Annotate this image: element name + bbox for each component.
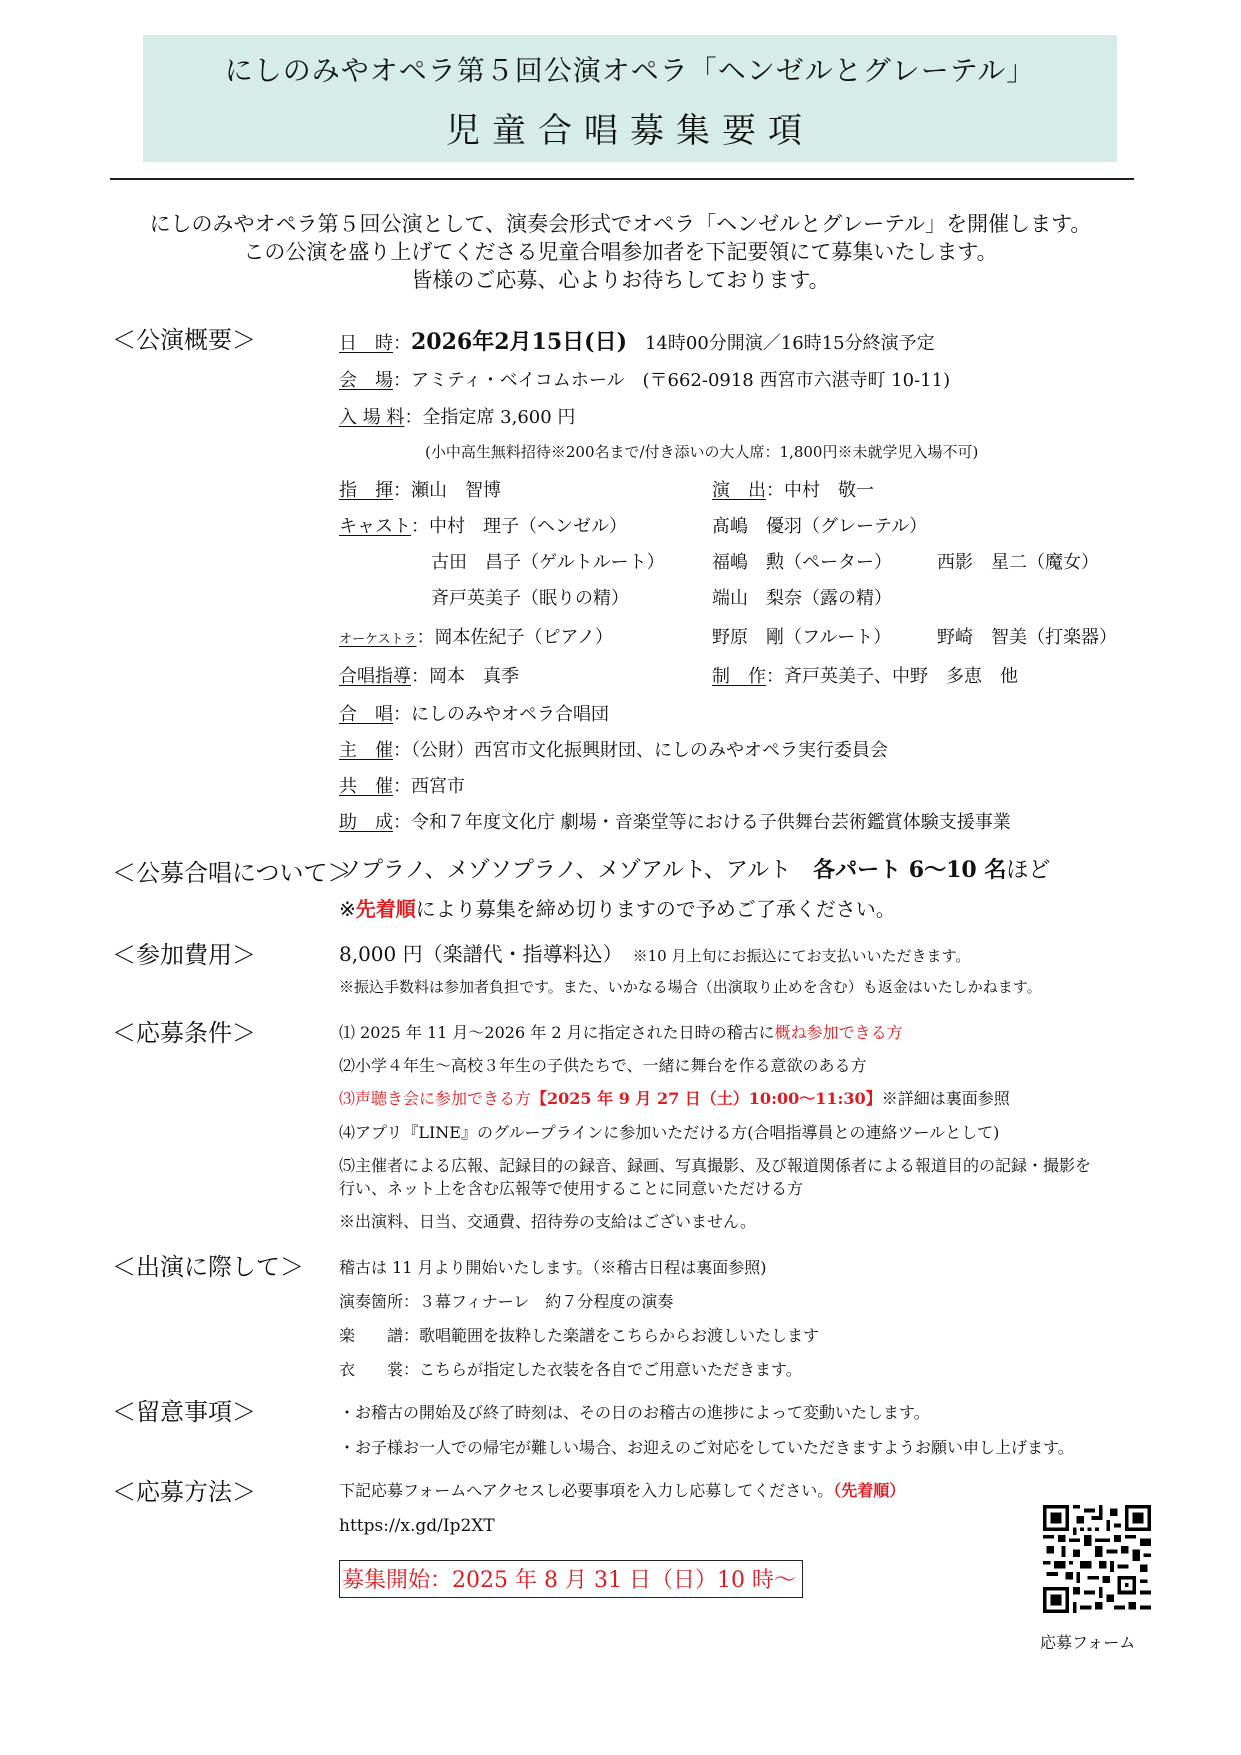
costume-value: こちらが指定した衣装を各自でご用意いただきます。 [419, 1360, 802, 1379]
section-recruit-heading: ＜公募合唱について＞ [112, 859, 352, 887]
header-divider [110, 178, 1134, 180]
conductor-value: 瀬山 智博 [411, 480, 501, 501]
condition-3-red: ⑶声聴き会に参加できる方 [339, 1089, 532, 1108]
recruit-count-suffix: ほど [1006, 858, 1051, 883]
condition-2: ⑵小学４年生〜高校３年生の子供たちで、一緒に舞台を作る意欲のある方 [339, 1056, 867, 1075]
venue-row: 会 場：アミティ・ベイコムホール (〒662-0918 西宮市六湛寺町 10-11) [339, 370, 951, 391]
fee-note: (小中高生無料招待※200名まで/付き添いの大人席：1,800円※未就学児入場不可) [425, 443, 979, 461]
condition-5a: ⑸主催者による広報、記録目的の録音、録画、写真撮影、及び報道関係者による報道目的の記録・撮影を [339, 1156, 1092, 1175]
grant-label: 助 成 [339, 812, 393, 833]
apply-text: 下記応募フォームへアクセスし必要事項を入力し応募してください。 [339, 1481, 834, 1500]
orchestra-item: 野崎 智美（打楽器） [937, 627, 1117, 648]
director-value: 中村 敬一 [784, 480, 874, 501]
condition-3-rest: ※詳細は裏面参照 [881, 1089, 1010, 1108]
venue-label: 会 場 [339, 370, 393, 391]
date-label: 日 時 [339, 333, 393, 354]
organizer-label: 主 催 [339, 740, 393, 761]
intro-line-1: にしのみやオペラ第５回公演として、演奏会形式でオペラ「ヘンゼルとグレーテル」を開催します。 [149, 212, 1092, 236]
conductor-label: 指 揮 [339, 480, 393, 501]
chorus-row: 合 唱：にしのみやオペラ合唱団 [339, 704, 609, 725]
grant-row: 助 成：令和７年度文化庁 劇場・音楽堂等における子供舞台芸術鑑賞体験支援事業 [339, 812, 1011, 833]
fee-value: 全指定席 3,600 円 [422, 407, 576, 428]
note-1: ・お稽古の開始及び終了時刻は、その日のお稽古の進捗によって変動いたします。 [339, 1403, 930, 1422]
cast-item: 福嶋 勲（ペーター） [712, 552, 892, 573]
recruit-note-prefix: ※ [339, 897, 356, 921]
production-label: 制 作 [712, 666, 766, 687]
cost-value: 8,000 円（楽譜代・指導料込） [339, 942, 613, 966]
cast-row-1: キャスト：中村 理子（ヘンゼル） [339, 516, 627, 537]
apply-text-red: （先着順） [833, 1481, 906, 1500]
organizer-row: 主 催：（公財）西宮市文化振興財団、にしのみやオペラ実行委員会 [339, 740, 888, 761]
qr-caption: 応募フォーム [1040, 1633, 1136, 1652]
condition-1 [339, 1020, 903, 1043]
orchestra-item: 岡本佐紀子（ピアノ） [434, 627, 614, 648]
orchestra-label: オーケストラ [339, 632, 417, 647]
chorus-director-value: 岡本 真季 [429, 666, 519, 687]
cast-item: 端山 梨奈（露の精） [712, 588, 892, 609]
chorus-value: にしのみやオペラ合唱団 [411, 704, 609, 725]
recruit-count: 各パート 6〜10 名 [813, 857, 1007, 883]
intro-line-3: 皆様のご応募、心よりお待ちしております。 [411, 268, 830, 292]
recruit-parts: ソプラノ、メゾソプラノ、メゾアルト、アルト [339, 858, 792, 883]
note-2: ・お子様お一人での帰宅が難しい場合、お迎えのご対応をしていただきますようお願い申し上げます。 [339, 1438, 1074, 1457]
section-cost-heading: ＜参加費用＞ [112, 941, 256, 969]
cosponsor-label: 共 催 [339, 776, 393, 797]
venue-value: アミティ・ベイコムホール (〒662-0918 西宮市六湛寺町 10-11) [411, 370, 951, 391]
cast-item: 古田 昌子（ゲルトルート） [431, 552, 665, 573]
page-title: にしのみやオペラ第５回公演オペラ「ヘンゼルとグレーテル」 [224, 54, 1036, 87]
condition-5b: 行い、ネット上を含む広報等で使用することに同意いただける方 [339, 1179, 804, 1198]
apply-url[interactable]: https://x.gd/Ip2XT [339, 1516, 495, 1536]
section-apply-heading: ＜応募方法＞ [112, 1478, 256, 1506]
director-row: 演 出：中村 敬一 [712, 480, 874, 501]
cast-item: 西影 星二（魔女） [937, 552, 1099, 573]
conductor-row: 指 揮：瀬山 智博 [339, 480, 501, 501]
director-label: 演 出 [712, 480, 766, 501]
intro-line-2: この公演を盛り上げてくださる児童合唱参加者を下記要領にて募集いたします。 [243, 240, 998, 264]
conditions-note: ※出演料、日当、交通費、招待券の支給はございません。 [339, 1212, 756, 1231]
condition-3 [339, 1086, 1010, 1109]
apply-text-row [339, 1478, 905, 1501]
header-banner [143, 35, 1117, 162]
orchestra-item: 野原 剛（フルート） [712, 627, 892, 648]
grant-value: 令和７年度文化庁 劇場・音楽堂等における子供舞台芸術鑑賞体験支援事業 [411, 812, 1011, 833]
score-value: 歌唱範囲を抜粋した楽譜をこちらからお渡しいたします [419, 1326, 820, 1345]
performance-line-3: 楽 譜：歌唱範囲を抜粋した楽譜をこちらからお渡しいたします [339, 1326, 820, 1345]
qr-code-icon[interactable] [1043, 1505, 1151, 1613]
performance-line-4: 衣 裳：こちらが指定した衣装を各自でご用意いただきます。 [339, 1360, 802, 1379]
performance-line-1: 稽古は 11 月より開始いたします。（※稽古日程は裏面参照) [339, 1258, 767, 1277]
condition-1-red: 概ね参加できる方 [774, 1023, 903, 1042]
costume-label: 衣 裳 [339, 1360, 404, 1379]
recruit-parts-row [339, 853, 1050, 884]
cast-item: 中村 理子（ヘンゼル） [429, 516, 627, 537]
cost-row [339, 938, 970, 967]
section-conditions-heading: ＜応募条件＞ [112, 1019, 256, 1047]
cost-note: ※10 月上旬にお振込にてお支払いいただきます。 [632, 947, 971, 965]
page-subtitle: 児童合唱募集要項 [446, 111, 814, 151]
chorus-director-label: 合唱指導 [339, 666, 411, 687]
recruit-note-red: 先着順 [355, 897, 416, 921]
cosponsor-value: 西宮市 [411, 776, 465, 797]
date-row: 日 時：2026年2月15日(日) 14時00分開演／16時15分終演予定 [339, 329, 935, 355]
score-label: 楽 譜 [339, 1326, 404, 1345]
cast-item: 斉戸英美子（眠りの精） [431, 588, 629, 609]
recruit-start-box: 募集開始：2025 年 8 月 31 日（日）10 時〜 [339, 1560, 803, 1598]
recruit-note-rest: により募集を締め切りますので予めご了承ください。 [415, 897, 896, 921]
condition-4: ⑷アプリ『LINE』のグループラインに参加いただける方(合唱指導員との連絡ツールとして) [339, 1123, 1000, 1142]
condition-1-text: ⑴ 2025 年 11 月〜2026 年 2 月に指定された日時の稽古に [339, 1023, 775, 1042]
section-overview-heading: ＜公演概要＞ [112, 326, 256, 354]
cast-label: キャスト [339, 516, 411, 537]
date-time: 14時00分開演／16時15分終演予定 [644, 333, 935, 354]
fee-label: 入 場 料 [339, 407, 405, 428]
production-value: 斉戸英美子、中野 多恵 他 [784, 666, 1018, 687]
chorus-director-row: 合唱指導：岡本 真季 [339, 666, 519, 687]
condition-3-date: 【2025 年 9 月 27 日（土）10:00〜11:30】 [531, 1089, 882, 1108]
organizer-value: （公財）西宮市文化振興財団、にしのみやオペラ実行委員会 [411, 740, 888, 761]
chorus-label: 合 唱 [339, 704, 393, 725]
performance-line-2: 演奏箇所：３幕フィナーレ 約７分程度の演奏 [339, 1292, 674, 1311]
production-row: 制 作：斉戸英美子、中野 多恵 他 [712, 666, 1018, 687]
orchestra-row: オーケストラ：岡本佐紀子（ピアノ） [339, 627, 614, 648]
cosponsor-row: 共 催：西宮市 [339, 776, 465, 797]
section-performance-heading: ＜出演に際して＞ [112, 1253, 304, 1281]
cost-note-2: ※振込手数料は参加者負担です。また、いかなる場合（出演取り止めを含む）も返金はいたしかねます。 [339, 978, 1042, 996]
fee-row: 入 場 料：全指定席 3,600 円 [339, 407, 576, 428]
section-notes-heading: ＜留意事項＞ [112, 1398, 256, 1426]
recruit-note-row [339, 893, 896, 922]
cast-item: 髙嶋 優羽（グレーテル） [712, 516, 928, 537]
date-value: 2026年2月15日(日) [411, 329, 627, 355]
